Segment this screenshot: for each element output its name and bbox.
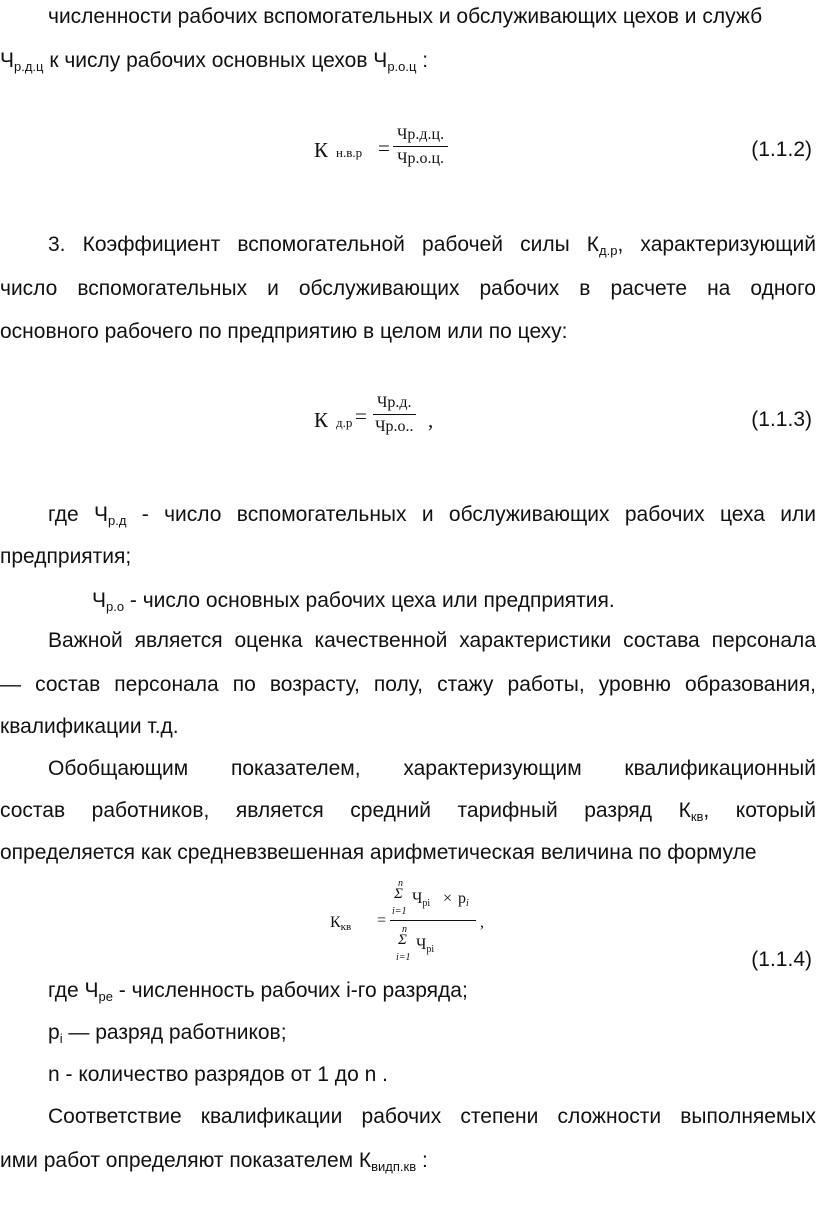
equation-1-1-2 xyxy=(0,122,816,182)
eq-denominator: Чр.о.ц. xyxy=(397,150,445,167)
eq-lhs: Ккв xyxy=(330,914,352,933)
paragraph-line: ими работ определяют показателем Квидп.кв : xyxy=(0,1149,428,1174)
paragraph-line: основного рабочего по предприятию в целом или по цеху: xyxy=(0,320,568,343)
paragraph-line: численности рабочих вспомогательных и обслуживающих цехов и служб xyxy=(48,5,763,28)
eq-fraction xyxy=(373,394,416,436)
equation-number: (1.1.2) xyxy=(751,138,812,161)
num-term: Чрi xyxy=(412,890,431,909)
eq-equals: = xyxy=(355,404,367,428)
sum-lower-limit: i=1 xyxy=(396,952,411,963)
paragraph-line: предприятия; xyxy=(0,545,132,568)
sum-lower-limit: i=1 xyxy=(392,906,407,917)
subscript: р.д.ц xyxy=(14,59,44,74)
paragraph-line: рi — разряд работников; xyxy=(48,1021,287,1046)
sum-sign: Σ xyxy=(394,886,403,902)
paragraph-line: n - количество разрядов от 1 до n . xyxy=(48,1063,388,1086)
paragraph-line: где Чр.д - число вспомогательных и обслуживающих рабочих цеха или xyxy=(48,503,816,528)
eq-lhs: Кн.в.р xyxy=(314,138,363,162)
paragraph-line: Важной является оценка качественной характеристики состава персонала xyxy=(48,629,816,652)
paragraph-line: Обобщающим показателем, характеризующим квалификационный xyxy=(48,757,816,780)
eq-lhs: Кд.р xyxy=(314,408,353,432)
eq-equals: = xyxy=(377,912,387,929)
text-fragment: к числу рабочих основных цехов Ч xyxy=(43,49,388,72)
equation-number: (1.1.3) xyxy=(751,408,812,431)
equation-1-1-4 xyxy=(0,876,816,976)
eq-equals: = xyxy=(378,136,390,160)
subscript: р.о.ц xyxy=(387,59,417,74)
eq-fraction xyxy=(393,126,448,168)
paragraph-line: определяется как средневзвешенная арифметическая величина по формуле xyxy=(0,841,757,864)
eq-comma: , xyxy=(480,914,484,931)
num-term-2: рi xyxy=(458,890,469,909)
eq-numerator: Чр.д.ц. xyxy=(393,126,448,147)
text-fragment: : xyxy=(416,49,429,72)
sum-upper-limit: n xyxy=(398,878,403,889)
paragraph-line xyxy=(0,46,816,78)
paragraph-line: число вспомогательных и обслуживающих рабочих в расчете на одного xyxy=(0,277,816,300)
paragraph-line: Соответствие квалификации рабочих степени сложности выполняемых xyxy=(48,1105,816,1128)
fraction-bar xyxy=(390,920,476,921)
eq-numerator: Чр.д. xyxy=(373,394,416,415)
eq-denominator: Чр.о.. xyxy=(375,418,414,435)
sum-upper-limit: n xyxy=(402,924,407,935)
paragraph-line: — состав персонала по возрасту, полу, стажу работы, уровню образования, xyxy=(0,673,816,696)
paragraph-line: квалификации т.д. xyxy=(0,715,179,738)
times-sign: × xyxy=(443,890,453,907)
paragraph-line: Чр.о - число основных рабочих цеха или предприятия. xyxy=(92,589,615,614)
paragraph-line: где Чре - численность рабочих i-го разряда; xyxy=(48,979,468,1004)
den-term: Чрi xyxy=(416,936,435,955)
paragraph-line: 3. Коэффициент вспомогательной рабочей силы Кд.р, характеризующий xyxy=(48,233,816,258)
equation-1-1-3 xyxy=(0,392,816,452)
equation-number: (1.1.4) xyxy=(751,948,812,971)
sum-sign: Σ xyxy=(398,932,407,948)
paragraph-line: состав работников, является средний тарифный разряд Ккв, который xyxy=(0,799,816,824)
symbol-ch: Ч xyxy=(0,49,14,72)
eq-comma: , xyxy=(428,408,434,432)
